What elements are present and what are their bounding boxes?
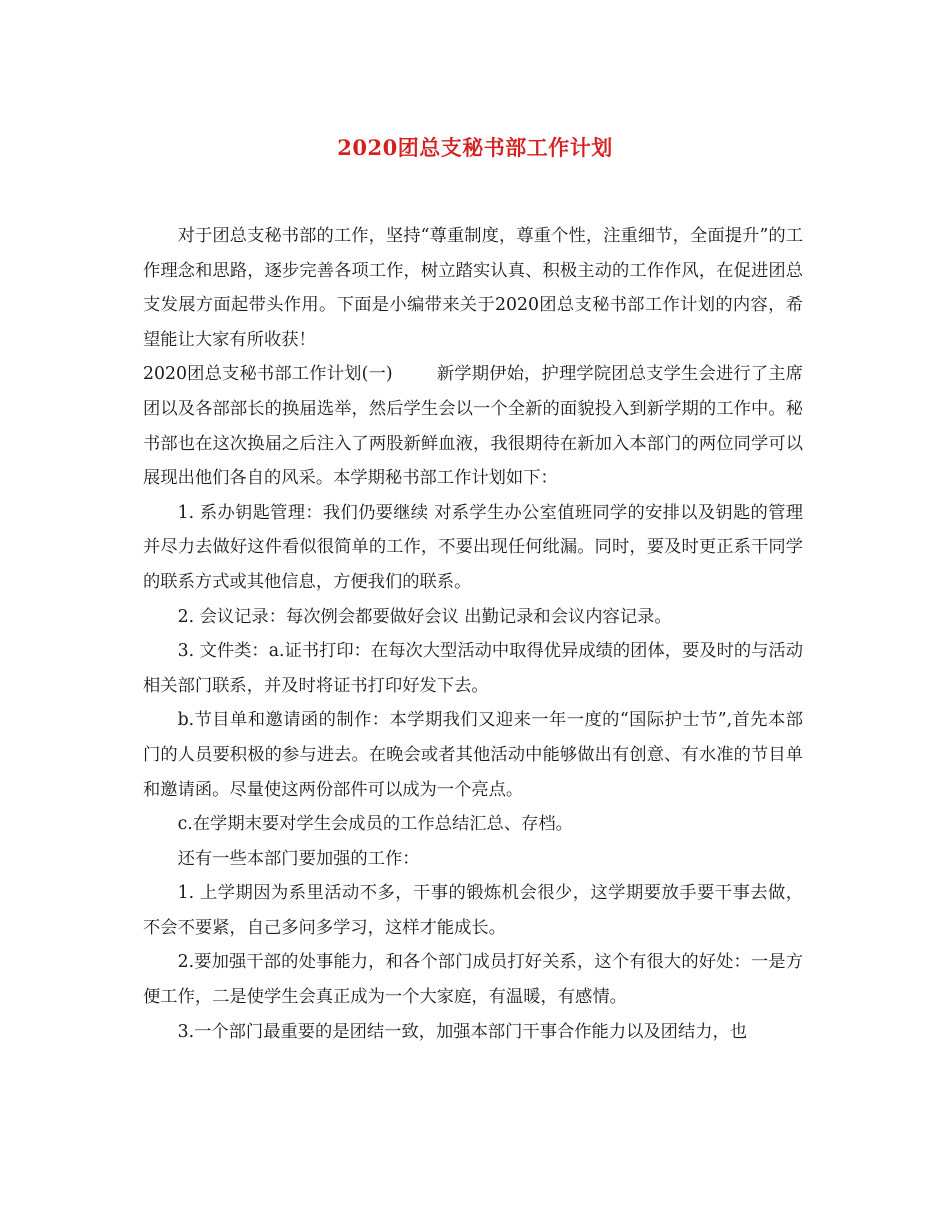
- item-key-management: 1. 系办钥匙管理：我们仍要继续 对系学生办公室值班同学的安排以及钥匙的管理并尽力去做好这件看似很简单的工作，不要出现任何纰漏。同时，要及时更正系干同学的联系方式或其他信息，方便我们的联系。: [143, 502, 803, 592]
- item-archive: c.在学期末要对学生会成员的工作总结汇总、存档。: [177, 814, 573, 835]
- section-paragraph: [143, 357, 803, 495]
- document-title: 2020团总支秘书部工作计划: [337, 135, 613, 160]
- section-heading: 2020团总支秘书部工作计划(一): [143, 364, 393, 385]
- item-programs-invitations: b.节目单和邀请函的制作：本学期我们又迎来一年一度的“国际护士节”,首先本部门的人员要积极的参与进去。在晚会或者其他活动中能够做出有创意、有水准的节目单和邀请函。尽量使这两份部件可以成为一个亮点。: [143, 710, 803, 800]
- document-body: [143, 219, 803, 1049]
- improvement-item-2: 2.要加强干部的处事能力，和各个部门成员打好关系，这个有很大的好处：一是方便工作，二是使学生会真正成为一个大家庭，有温暖，有感情。: [143, 952, 803, 1008]
- improvement-item-1: 1. 上学期因为系里活动不多，干事的锻炼机会很少，这学期要放手要干事去做，不会不要紧，自己多问多学习，这样才能成长。: [143, 883, 803, 938]
- intro-paragraph: 对于团总支秘书部的工作，坚持“尊重制度，尊重个性，注重细节，全面提升”的工作理念和思路，逐步完善各项工作，树立踏实认真、积极主动的工作作风，在促进团总支发展方面起带头作用。下面是小编带来关于2020团总支秘书部工作计划的内容，希望能让大家有所收获！: [143, 226, 803, 350]
- section-intro-text: 新学期伊始，护理学院团总支学生会进行了主席团以及各部部长的换届选举，然后学生会以一个全新的面貌投入到新学期的工作中。秘书部也在这次换届之后注入了两股新鲜血液，我很期待在新加入本部门的两位同学可以展现出他们各自的风采。本学期秘书部工作计划如下：: [143, 364, 803, 489]
- item-documents: 3. 文件类：a.证书打印：在每次大型活动中取得优异成绩的团体，要及时的与活动相关部门联系，并及时将证书打印好发下去。: [143, 641, 803, 696]
- improvements-heading: 还有一些本部门要加强的工作：: [177, 848, 420, 869]
- item-meeting-records: 2. 会议记录：每次例会都要做好会议 出勤记录和会议内容记录。: [177, 606, 672, 627]
- improvement-item-3: 3.一个部门最重要的是团结一致，加强本部门干事合作能力以及团结力，也: [177, 1021, 748, 1042]
